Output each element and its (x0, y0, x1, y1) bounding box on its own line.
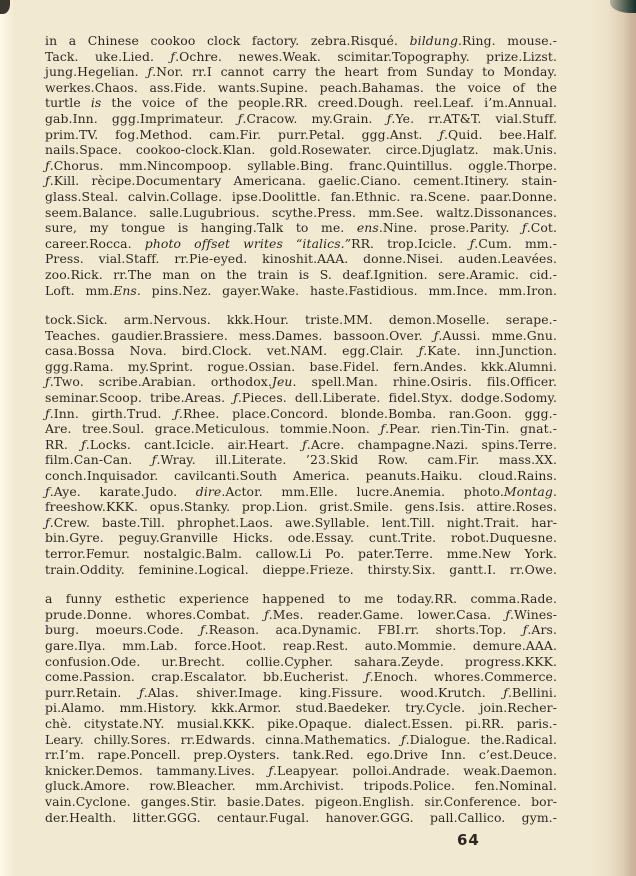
text-line: career.Rocca. photo offset writes “italics.”RR. trop.Icicle. ƒ.Cum. mm.- (45, 235, 557, 251)
text-line: a funny esthetic experience happened to me today.RR. comma.Rade. (45, 591, 557, 607)
page-curl-shadow (590, 0, 636, 876)
florin-glyph: ƒ (45, 405, 50, 421)
florin-glyph: ƒ (400, 731, 406, 747)
italic-text: Jeu (271, 374, 293, 390)
text-line: knicker.Demos. tammany.Lives. ƒ.Leapyear. polloi.Andrade. weak.Daemon. (45, 762, 557, 778)
text-line: sure, my tongue is hanging.Talk to me. ens.Nine. prose.Parity. ƒ.Cot. (45, 220, 557, 236)
florin-glyph: ƒ (302, 436, 307, 452)
text-line: Loft. mm.Ens. pins.Nez. gayer.Wake. haste.Fastidious. mm.Ince. mm.Iron. (45, 282, 557, 298)
text-line: terror.Femur. nostalgic.Balm. callow.Li Po. pater.Terre. mme.New York. (45, 546, 557, 561)
italic-text: dire (195, 483, 222, 499)
text-line: come.Passion. crap.Escalator. bb.Eucherist. ƒ.Enoch. whores.Commerce. (45, 669, 557, 685)
text-line: zoo.Rick. rr.The man on the train is S. deaf.Ignition. sere.Aramic. cid.- (45, 266, 557, 282)
text-line: chè. citystate.NY. musial.KKK. pike.Opaque. dialect.Essen. pi.RR. paris.- (45, 715, 557, 731)
text-line: jung.Hegelian. ƒ.Nor. rr.I cannot carry the heart from Sunday to Monday. (45, 64, 557, 80)
text-line: glass.Steal. calvin.Collage. ipse.Doolittle. fan.Ethnic. ra.Scene. paar.Donne. (45, 188, 557, 204)
florin-glyph: ƒ (45, 173, 50, 189)
florin-glyph: ƒ (386, 110, 392, 126)
text-line: casa.Bossa Nova. bird.Clock. vet.NAM. egg.Clair. ƒ.Kate. inn.Junction. (45, 343, 557, 359)
scan-corner-mark-top-left (0, 0, 10, 14)
florin-glyph: ƒ (522, 220, 527, 236)
florin-glyph: ƒ (174, 405, 179, 421)
text-line: ƒ.Inn. girth.Trud. ƒ.Rhee. place.Concord. blonde.Bomba. ran.Goon. ggg.- (45, 405, 557, 421)
italic-text: bildung (409, 33, 458, 48)
text-line: ggg.Rama. my.Sprint. rogue.Ossian. base.Fidel. fern.Andes. kkk.Alumni. (45, 358, 557, 374)
italic-text: photo offset writes “italics.” (144, 235, 352, 251)
text-line: Are. tree.Soul. grace.Meticulous. tommie.Noon. ƒ.Pear. rien.Tin-Tin. gnat.- (45, 421, 557, 437)
text-line: prim.TV. fog.Method. cam.Fir. purr.Petal. ggg.Anst. ƒ.Quid. bee.Half. (45, 126, 557, 142)
florin-glyph: ƒ (45, 514, 50, 530)
paragraph-1 (45, 33, 557, 298)
scan-corner-mark-top-right (610, 0, 636, 13)
text-line: vain.Cyclone. ganges.Stir. basie.Dates. pigeon.English. sir.Conference. bor- (45, 793, 557, 809)
florin-glyph: ƒ (505, 606, 511, 622)
text-line: RR. ƒ.Locks. cant.Icicle. air.Heart. ƒ.Acre. champagne.Nazi. spins.Terre. (45, 436, 558, 452)
florin-glyph: ƒ (199, 622, 205, 638)
italic-text: Montag (503, 483, 553, 499)
florin-glyph: ƒ (138, 684, 144, 700)
text-line: in a Chinese cookoo clock factory. zebra.Risqué. bildung.Ring. mouse.- (45, 33, 557, 48)
florin-glyph: ƒ (45, 483, 50, 499)
florin-glyph: ƒ (439, 126, 444, 142)
text-line: Press. vial.Staff. rr.Pie-eyed. kinoshit.AAA. donne.Nisei. auden.Leavées. (45, 251, 557, 267)
text-line: confusion.Ode. ur.Brecht. collie.Cypher. sahara.Zeyde. progress.KKK. (45, 653, 557, 669)
florin-glyph: ƒ (469, 235, 475, 251)
text-line: gluck.Amore. row.Bleacher. mm.Archivist. tripods.Police. fen.Nominal. (45, 778, 557, 794)
text-line: ƒ.Crew. baste.Till. phrophet.Laos. awe.Syllable. lent.Till. night.Trait. har- (45, 514, 557, 530)
text-line: conch.Inquisador. cavilcanti.South America. peanuts.Haiku. cloud.Rains. (45, 468, 557, 484)
florin-glyph: ƒ (264, 606, 269, 622)
text-line: gab.Inn. ggg.Imprimateur. ƒ.Cracow. my.Grain. ƒ.Ye. rr.AT&T. vial.Stuff. (45, 110, 557, 126)
text-line: pi.Alamo. mm.History. kkk.Armor. stud.Baedeker. try.Cycle. join.Recher- (45, 700, 557, 716)
florin-glyph: ƒ (522, 622, 528, 638)
text-line: rr.I’m. rape.Poncell. prep.Oysters. tank.Red. ego.Drive Inn. c’est.Deuce. (45, 747, 557, 763)
text-line: film.Can-Can. ƒ.Wray. ill.Literate. ’23.Skid Row. cam.Fir. mass.XX. (45, 452, 557, 468)
text-line: Leary. chilly.Sores. rr.Edwards. cinna.Mathematics. ƒ.Dialogue. the.Radical. (45, 731, 557, 747)
text-line: gare.Ilya. mm.Lab. force.Hoot. reap.Rest. auto.Mommie. demure.AAA. (45, 637, 557, 653)
paper-edge-highlight (0, 0, 14, 876)
florin-glyph: ƒ (268, 762, 273, 778)
florin-glyph: ƒ (147, 64, 153, 80)
text-line: train.Oddity. feminine.Logical. dieppe.Frieze. thirsty.Six. gantt.I. rr.Owe. (45, 561, 557, 577)
text-line: turtle is the voice of the people.RR. creed.Dough. reel.Leaf. i’m.Annual. (45, 95, 558, 111)
florin-glyph: ƒ (503, 684, 508, 700)
italic-text: is (90, 95, 102, 111)
florin-glyph: ƒ (151, 452, 157, 468)
italic-text: Ens (113, 282, 137, 298)
italic-text: ens (356, 220, 379, 236)
florin-glyph: ƒ (45, 374, 50, 390)
paragraph-2 (45, 312, 557, 577)
florin-glyph: ƒ (433, 327, 439, 343)
florin-glyph: ƒ (418, 343, 424, 359)
text-line: burg. moeurs.Code. ƒ.Reason. aca.Dynamic. FBI.rr. shorts.Top. ƒ.Ars. (45, 622, 557, 638)
page-number: 64 (457, 831, 480, 849)
florin-glyph: ƒ (45, 157, 50, 173)
text-line: ƒ.Chorus. mm.Nincompoop. syllable.Bing. franc.Quintillus. oggle.Thorpe. (45, 157, 557, 173)
text-line: prude.Donne. whores.Combat. ƒ.Mes. reader.Game. lower.Casa. ƒ.Wines- (45, 606, 557, 622)
text-line: seminar.Scoop. tribe.Areas. ƒ.Pieces. dell.Liberate. fidel.Styx. dodge.Sodomy. (45, 390, 557, 406)
florin-glyph: ƒ (233, 390, 238, 406)
text-line: ƒ.Kill. rècipe.Documentary Americana. gaelic.Ciano. cement.Itinery. stain- (45, 173, 557, 189)
text-line: werkes.Chaos. ass.Fide. wants.Supine. peach.Bahamas. the voice of the (45, 79, 557, 95)
florin-glyph: ƒ (237, 110, 243, 126)
text-line: purr.Retain. ƒ.Alas. shiver.Image. king.Fissure. wood.Krutch. ƒ.Bellini. (45, 684, 558, 700)
text-line: ƒ.Two. scribe.Arabian. orthodox.Jeu. spell.Man. rhine.Osiris. fils.Officer. (45, 374, 558, 390)
text-line: freeshow.KKK. opus.Stanky. prop.Lion. grist.Smile. gens.Isis. attire.Roses. (45, 499, 557, 515)
paragraph-3 (45, 591, 557, 825)
text-line: seem.Balance. salle.Lugubrious. scythe.Press. mm.See. waltz.Dissonances. (45, 204, 557, 220)
florin-glyph: ƒ (81, 436, 86, 452)
florin-glyph: ƒ (170, 48, 176, 64)
florin-glyph: ƒ (364, 669, 370, 685)
text-block (45, 33, 557, 825)
text-line: ƒ.Aye. karate.Judo. dire.Actor. mm.Elle. lucre.Anemia. photo.Montag. (45, 483, 557, 499)
text-line: Teaches. gaudier.Brassiere. mess.Dames. bassoon.Over. ƒ.Aussi. mme.Gnu. (45, 327, 557, 343)
text-line: tock.Sick. arm.Nervous. kkk.Hour. triste.MM. demon.Moselle. serape.- (45, 312, 557, 328)
text-line: bin.Gyre. peguy.Granville Hicks. ode.Essay. cunt.Trite. robot.Duquesne. (45, 530, 557, 546)
text-line: der.Health. litter.GGG. centaur.Fugal. hanover.GGG. pall.Callico. gym.- (45, 809, 557, 825)
florin-glyph: ƒ (380, 421, 386, 437)
text-line: nails.Space. cookoo-clock.Klan. gold.Rosewater. circe.Djuglatz. mak.Unis. (45, 142, 557, 158)
text-line: Tack. uke.Lied. ƒ.Ochre. newes.Weak. scimitar.Topography. prize.Lizst. (45, 48, 557, 64)
